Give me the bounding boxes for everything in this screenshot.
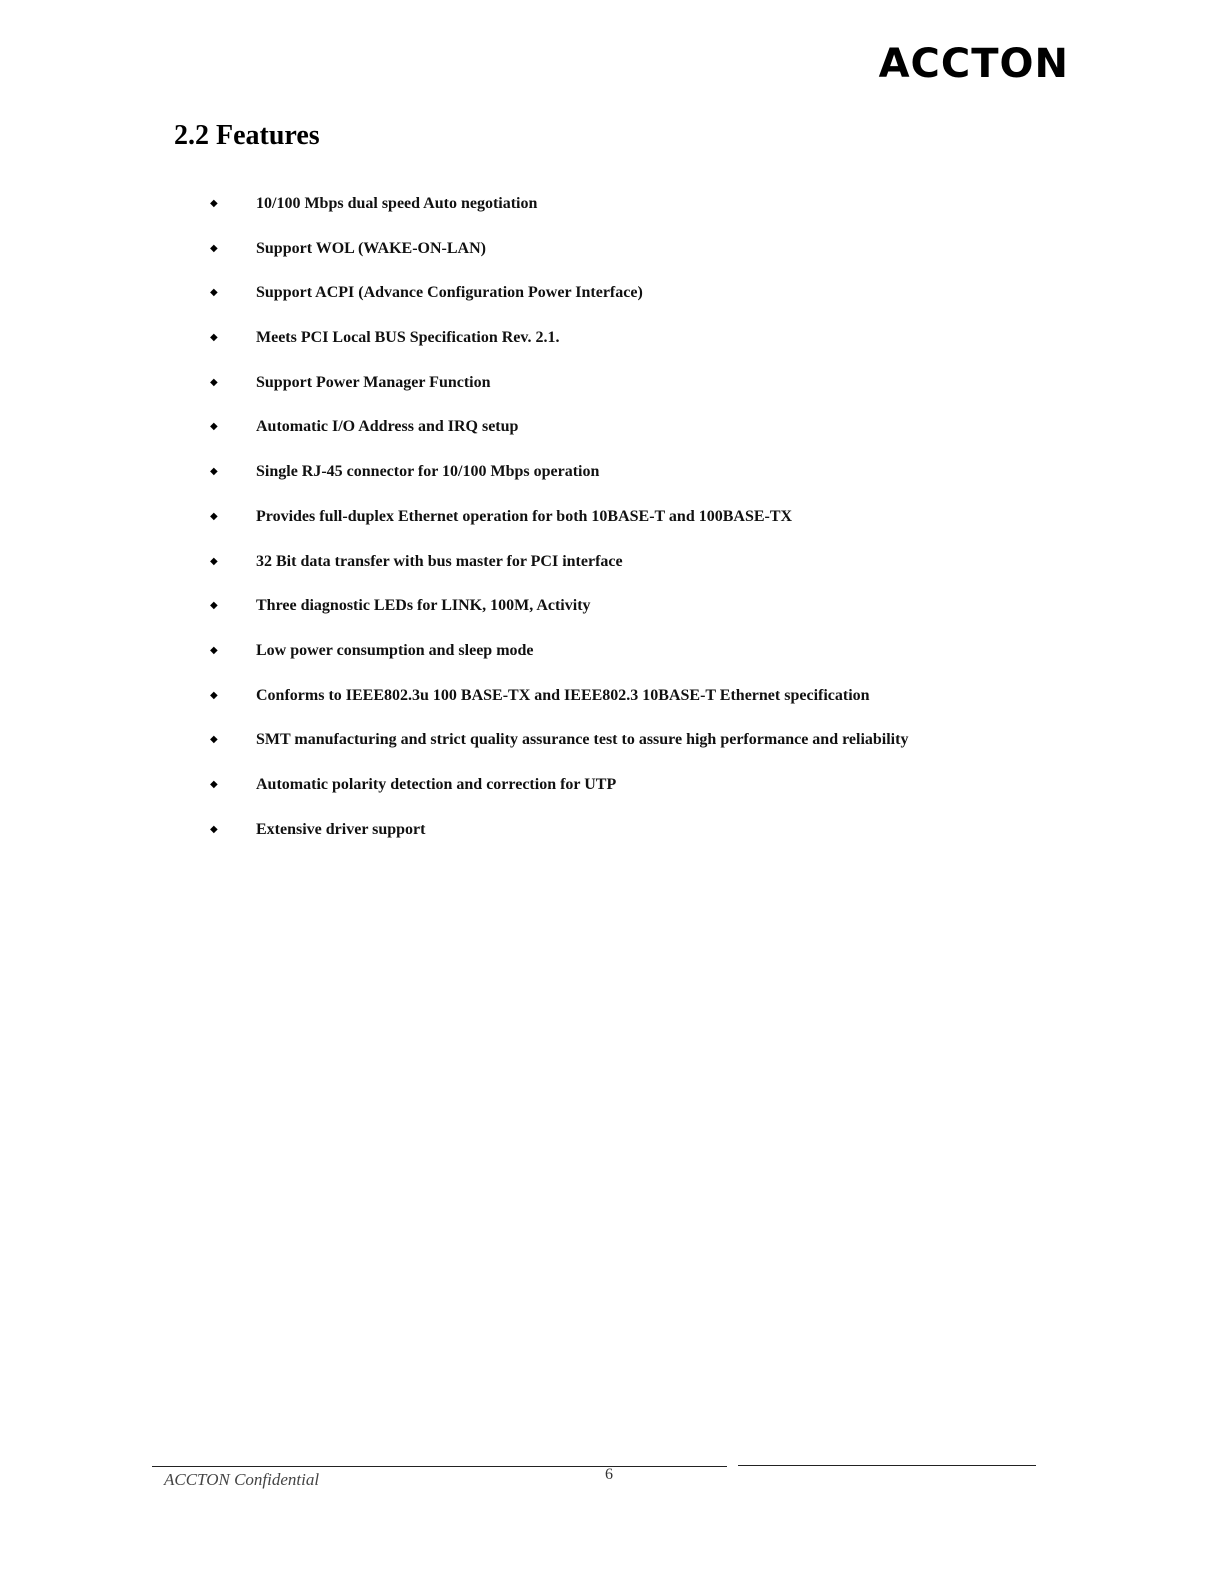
feature-text: Support ACPI (Advance Configuration Power Interface) [256,284,643,302]
bullet-icon: ◆ [210,555,218,567]
bullet-icon: ◆ [210,332,218,344]
bullet-icon: ◆ [210,510,218,522]
bullet-icon: ◆ [210,287,218,299]
feature-item [210,594,1110,639]
bullet-icon: ◆ [210,644,218,656]
feature-text: Single RJ-45 connector for 10/100 Mbps operation [256,463,600,481]
feature-item [210,281,1110,326]
feature-item [210,818,1110,863]
feature-item [210,371,1110,416]
feature-item [210,326,1110,371]
feature-item [210,684,1110,729]
feature-text: SMT manufacturing and strict quality assurance test to assure high performance and reliability [256,731,909,749]
feature-text: 32 Bit data transfer with bus master for PCI interface [256,552,623,570]
feature-item [210,639,1110,684]
feature-item [210,773,1110,818]
footer-confidential-label: ACCTON Confidential [164,1470,320,1489]
bullet-icon: ◆ [210,600,218,612]
feature-item [210,460,1110,505]
bullet-icon: ◆ [210,421,218,433]
bullet-icon: ◆ [210,823,218,835]
feature-text: Support Power Manager Function [256,373,491,391]
bullet-icon: ◆ [210,376,218,388]
section-title: 2.2 Features [174,120,320,151]
feature-text: Three diagnostic LEDs for LINK, 100M, Activity [256,597,591,615]
feature-item [210,505,1110,550]
bullet-icon: ◆ [210,242,218,254]
feature-item [210,728,1110,773]
feature-text: Automatic I/O Address and IRQ setup [256,418,519,436]
bullet-icon: ◆ [210,198,218,209]
accton-logo: ACCTON [878,41,1069,87]
feature-text: Meets PCI Local BUS Specification Rev. 2.1. [256,329,560,347]
feature-item [210,550,1110,595]
feature-list [210,192,1110,862]
feature-text: Support WOL (WAKE-ON-LAN) [256,239,486,257]
feature-text: 10/100 Mbps dual speed Auto negotiation [256,195,538,212]
feature-text: Extensive driver support [256,820,426,838]
bullet-icon: ◆ [210,778,218,790]
feature-item [210,237,1110,282]
footer-divider [152,1466,727,1467]
feature-text: Low power consumption and sleep mode [256,641,534,659]
feature-item [210,415,1110,460]
feature-text: Provides full-duplex Ethernet operation for both 10BASE-T and 100BASE-TX [256,507,793,525]
feature-text: Conforms to IEEE802.3u 100 BASE-TX and IEEE802.3 10BASE-T Ethernet specification [256,686,870,704]
bullet-icon: ◆ [210,734,218,746]
feature-item [210,192,1110,237]
page-number: 6 [605,1466,613,1483]
feature-text: Automatic polarity detection and correction for UTP [256,775,617,793]
footer-divider [738,1465,1036,1466]
bullet-icon: ◆ [210,689,218,701]
bullet-icon: ◆ [210,466,218,478]
